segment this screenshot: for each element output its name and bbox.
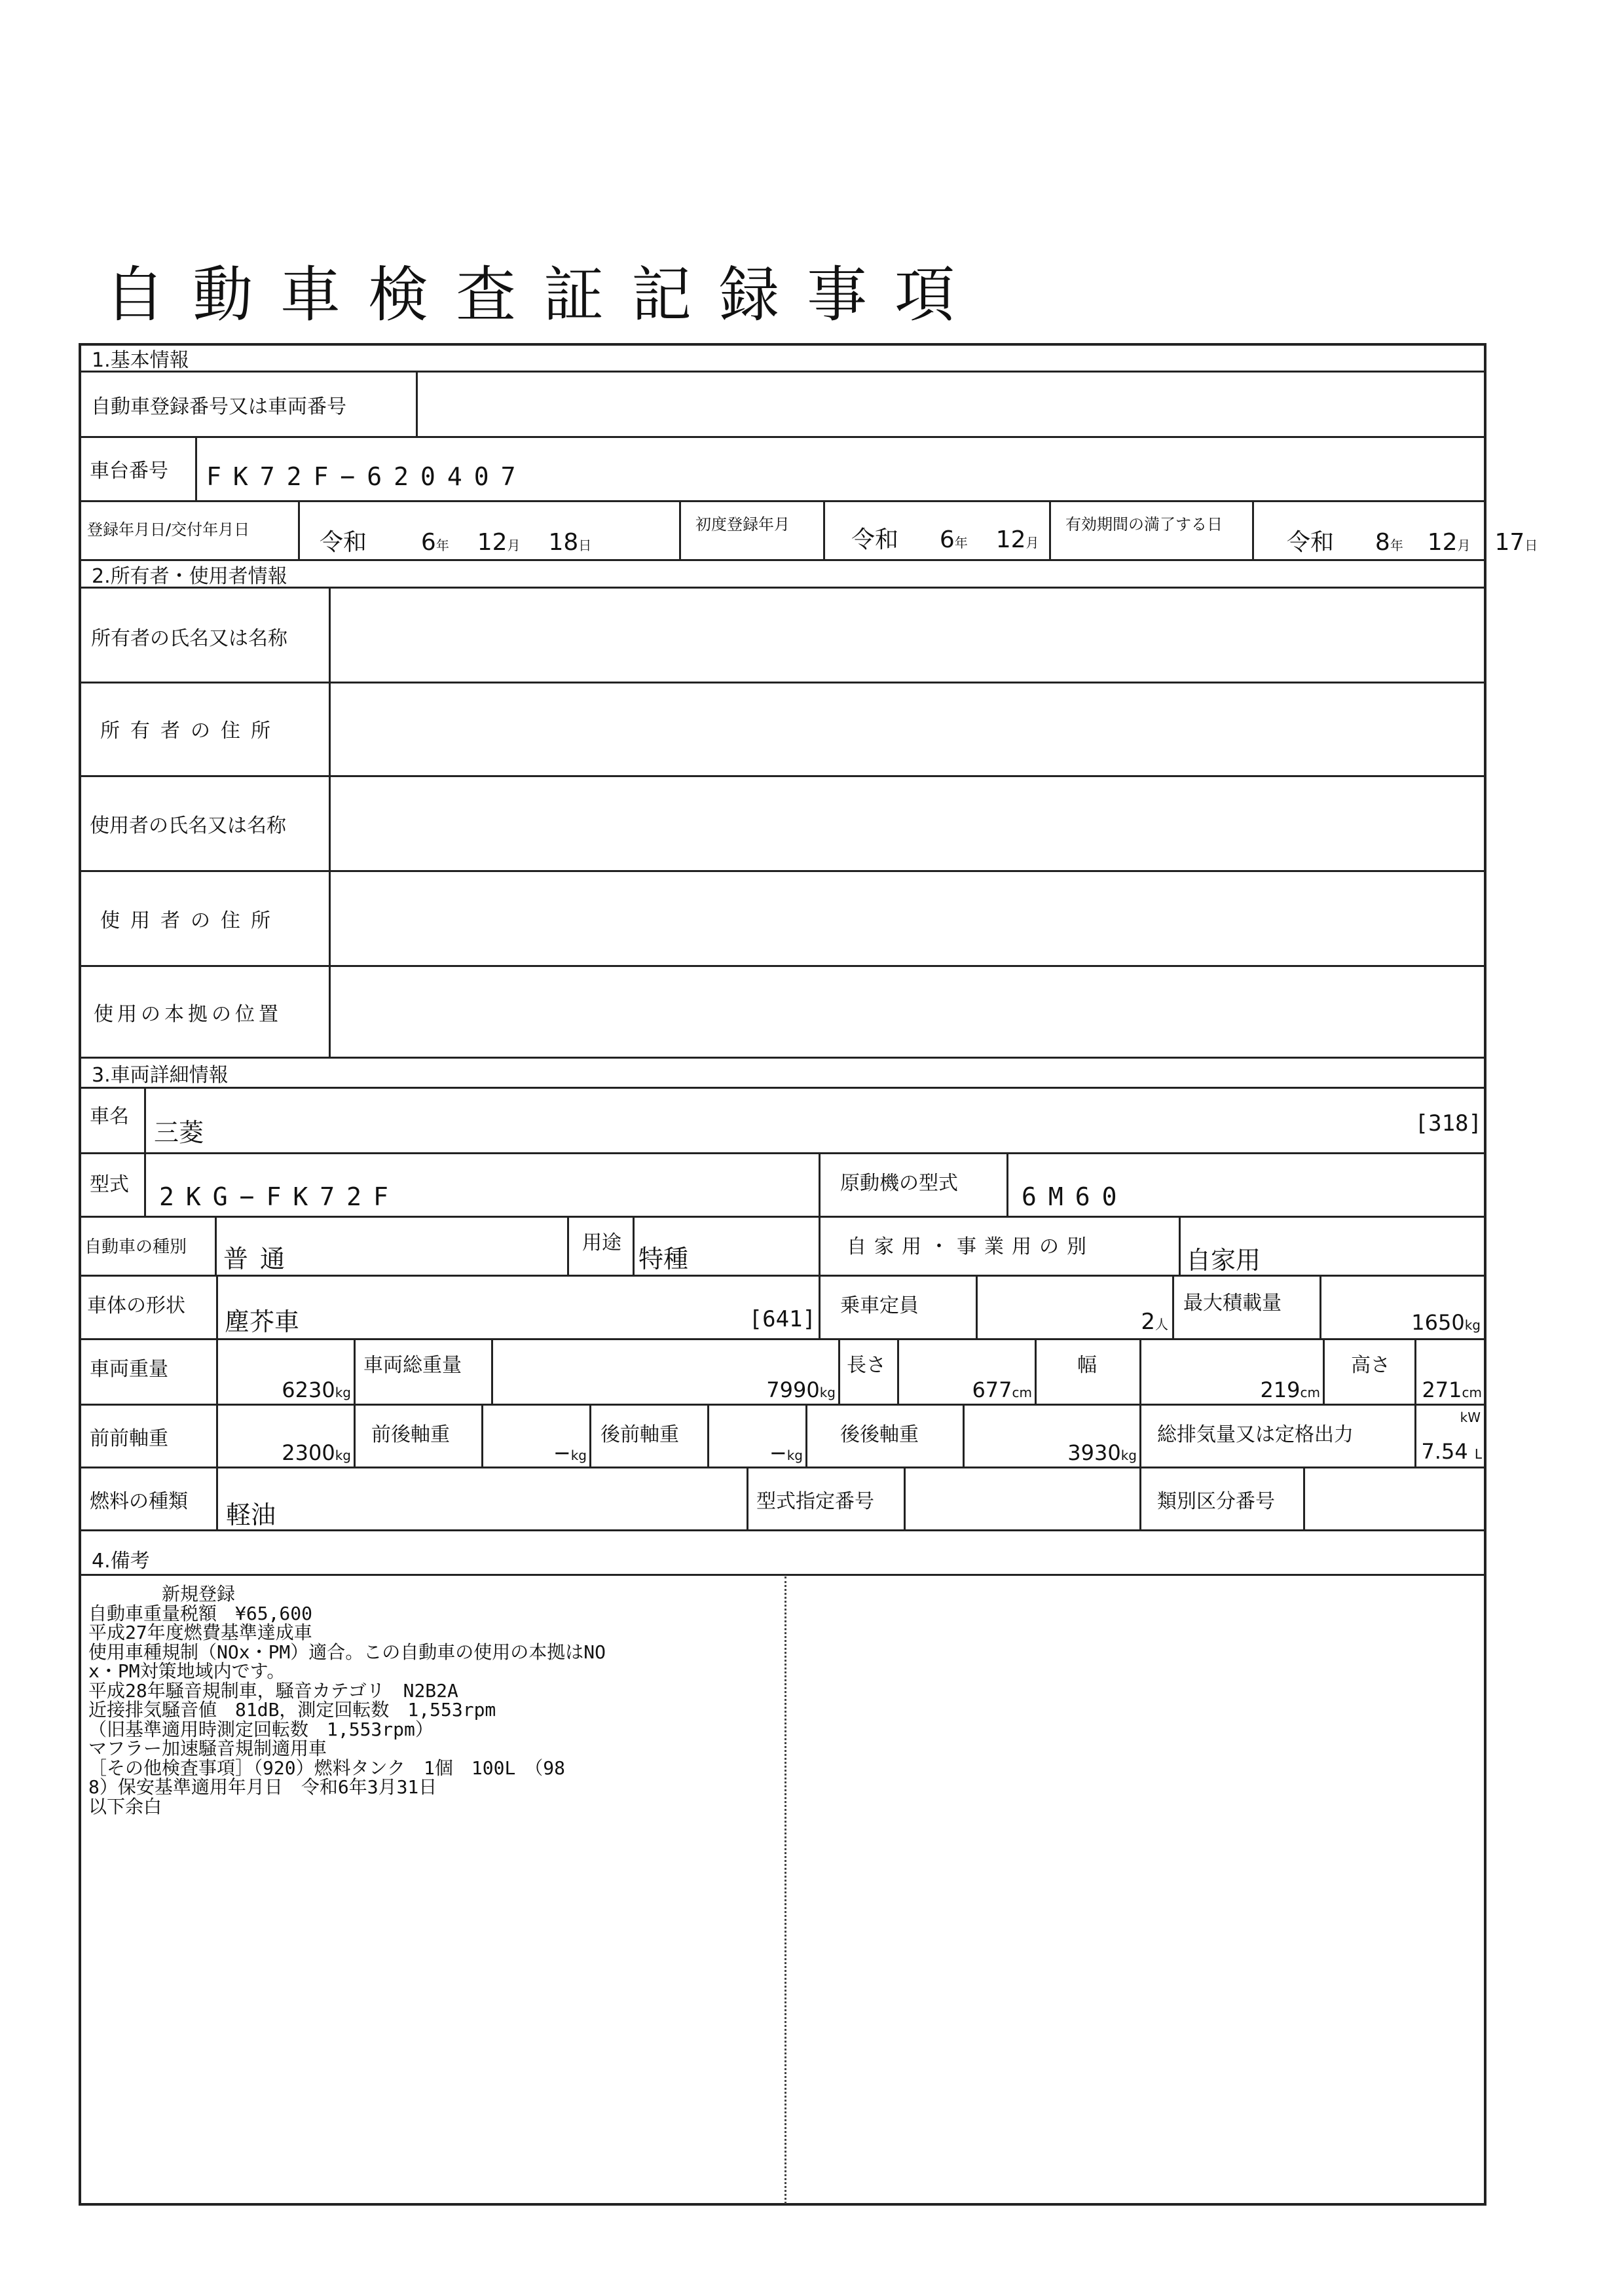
unit-day: 日 (1524, 538, 1538, 553)
ff-axle-value-cell (218, 1406, 356, 1467)
dates-row (79, 502, 1538, 561)
owner-name-row (79, 587, 1486, 683)
remarks-line: ［その他検査事項］（920）燃料タンク 1個 100L （98 (88, 1757, 566, 1779)
engine-value: 6M60 (1022, 1182, 1129, 1211)
rr-axle-value-cell (965, 1406, 1141, 1467)
purpose-value: 特種 (638, 1245, 689, 1273)
fr-axle-value-cell (483, 1406, 591, 1467)
vehicle-name-code: [318] (1414, 1110, 1482, 1137)
vehicle-name-value: 三菱 (154, 1118, 204, 1147)
base-location-label: 使用の本拠の位置 (94, 1003, 282, 1026)
expiry-era: 令和 (1287, 529, 1335, 556)
type-designation-value-cell (906, 1468, 1141, 1529)
reg-number-value-cell (418, 373, 1485, 436)
weight-value-cell (218, 1340, 356, 1404)
purpose-label: 用途 (582, 1231, 621, 1254)
length-label-cell (840, 1340, 899, 1404)
cm-unit: cm (1462, 1385, 1482, 1400)
body-value: 塵芥車 (225, 1307, 300, 1336)
use-type-value-cell (1181, 1218, 1485, 1275)
unit-month: 月 (1457, 538, 1471, 553)
first-reg-label-cell (681, 502, 825, 559)
displacement-value-cell (1416, 1406, 1485, 1467)
length-value (972, 1379, 1032, 1400)
owner-name-label: 所有者の氏名又は名称 (91, 627, 287, 650)
vehicle-name-label-cell (81, 1089, 146, 1152)
fuel-label: 燃料の種類 (90, 1490, 188, 1513)
category-label-cell (81, 1218, 217, 1275)
ff-axle-number: 2300 (282, 1440, 335, 1465)
length-value-cell (899, 1340, 1037, 1404)
base-location-label-cell (81, 967, 331, 1057)
use-type-label: 自家用・事業用の別 (847, 1235, 1094, 1258)
reg-number-label-cell (81, 373, 418, 436)
user-address-label: 使用者の住所 (100, 909, 281, 932)
base-location-value-cell (331, 967, 1485, 1057)
user-address-value-cell (331, 872, 1485, 965)
displacement-number: 7.54 (1421, 1439, 1468, 1464)
model-value: 2KG−FK72F (159, 1182, 400, 1211)
kw-unit: kW (1460, 1410, 1481, 1425)
height-value-cell (1416, 1340, 1485, 1404)
category-label: 自動車の種別 (84, 1237, 187, 1257)
kg-unit: kg (1464, 1317, 1481, 1333)
section-basic-heading: 1.基本情報 (92, 349, 189, 372)
rf-axle-label: 後前軸重 (600, 1423, 679, 1446)
capacity-value (1141, 1311, 1168, 1333)
remarks-line: 以下余白 (88, 1795, 162, 1817)
issue-month: 12 (477, 529, 507, 556)
vehicle-name-label: 車名 (90, 1105, 129, 1128)
expiry-month: 12 (1427, 529, 1458, 556)
owner-address-label: 所有者の住所 (100, 720, 281, 742)
class-label-cell (1141, 1468, 1305, 1529)
fuel-row (79, 1468, 1486, 1531)
user-name-label-cell (81, 777, 331, 870)
axle-row (79, 1406, 1486, 1468)
capacity-label: 乗車定員 (840, 1294, 919, 1317)
unit-month: 月 (507, 538, 521, 553)
issue-value-cell (300, 502, 681, 559)
reg-number-label: 自動車登録番号又は車両番号 (91, 395, 346, 418)
gross-value (766, 1379, 836, 1400)
engine-label: 原動機の型式 (840, 1172, 958, 1195)
issue-date-value (320, 531, 591, 555)
issue-day: 18 (548, 529, 579, 556)
issue-year: 6 (420, 529, 436, 556)
rf-axle-number: − (769, 1440, 787, 1465)
expiry-label: 有効期間の満了する日 (1065, 515, 1223, 534)
max-load-value-cell (1321, 1277, 1485, 1338)
remarks-line: 近接排気騒音値 81dB，測定回転数 1,553rpm (88, 1699, 496, 1721)
kg-unit: kg (819, 1385, 836, 1400)
fr-axle-label-cell (356, 1406, 483, 1467)
fuel-value: 軽油 (226, 1501, 276, 1529)
kg-unit: kg (786, 1448, 803, 1463)
fr-axle-value (553, 1442, 587, 1463)
rr-axle-value (1067, 1442, 1137, 1463)
body-label: 車体の形状 (87, 1294, 185, 1317)
first-reg-value-cell (825, 502, 1051, 559)
purpose-label-cell (569, 1218, 635, 1275)
expiry-value-cell (1254, 502, 1538, 559)
capacity-unit: 人 (1155, 1317, 1168, 1332)
dimensions-row (79, 1340, 1486, 1406)
length-label: 長さ (847, 1354, 886, 1377)
cm-unit: cm (1300, 1385, 1320, 1400)
purpose-value-cell (635, 1218, 821, 1275)
type-designation-label: 型式指定番号 (756, 1490, 874, 1513)
model-label-cell (81, 1154, 146, 1216)
user-address-row (79, 872, 1486, 967)
rf-axle-label-cell (591, 1406, 709, 1467)
issue-date-label: 登録年月日/交付年月日 (87, 520, 250, 539)
unit-day: 日 (578, 538, 592, 553)
owner-name-value-cell (331, 589, 1485, 682)
issue-label-cell (81, 502, 300, 559)
first-reg-value (851, 528, 1039, 552)
chassis-label-cell (81, 438, 197, 500)
first-reg-label: 初度登録年月 (695, 515, 790, 534)
model-value-cell (146, 1154, 821, 1216)
expiry-value (1287, 531, 1538, 555)
model-row (79, 1154, 1486, 1218)
weight-label: 車両重量 (90, 1358, 168, 1381)
section-owner-heading: 2.所有者・使用者情報 (92, 565, 287, 588)
issue-era: 令和 (320, 529, 367, 556)
expiry-day: 17 (1494, 529, 1525, 556)
body-value-cell (218, 1277, 821, 1338)
max-load-value (1411, 1312, 1481, 1333)
user-name-label: 使用者の氏名又は名称 (90, 814, 286, 837)
gross-label-cell (356, 1340, 493, 1404)
class-value-cell (1305, 1468, 1485, 1529)
engine-value-cell (1008, 1154, 1485, 1216)
vehicle-name-row (79, 1087, 1486, 1154)
remarks-line: 新規登録 (88, 1583, 236, 1605)
document-title: 自動車検査証記録事項 (105, 260, 983, 330)
fr-axle-label: 前後軸重 (371, 1423, 450, 1446)
weight-value (282, 1379, 351, 1400)
remarks-line: （旧基準適用時測定回転数 1,553rpm） (88, 1718, 434, 1740)
user-name-row (79, 777, 1486, 872)
width-label: 幅 (1077, 1354, 1097, 1377)
kg-unit: kg (1120, 1448, 1137, 1463)
remarks-line: マフラー加速騒音規制適用車 (88, 1738, 327, 1759)
weight-label-cell (81, 1340, 218, 1404)
body-code: [641] (748, 1306, 816, 1332)
capacity-number: 2 (1141, 1309, 1155, 1335)
rr-axle-label-cell (807, 1406, 965, 1467)
category-value-cell (217, 1218, 569, 1275)
remarks-line: 平成27年度燃費基準達成車 (88, 1622, 312, 1643)
displacement-value (1421, 1441, 1482, 1462)
height-number: 271 (1422, 1377, 1462, 1402)
kg-unit: kg (570, 1448, 587, 1463)
max-load-label: 最大積載量 (1183, 1292, 1282, 1315)
unit-year: 年 (435, 538, 449, 553)
rf-axle-value-cell (709, 1406, 807, 1467)
width-value (1260, 1379, 1320, 1400)
first-reg-year: 6 (939, 526, 955, 553)
remarks-text (88, 1584, 783, 1816)
max-load-label-cell (1174, 1277, 1321, 1338)
fuel-value-cell (218, 1468, 748, 1529)
ff-axle-value (282, 1442, 351, 1463)
remarks-line: 8）保安基準適用年月日 令和6年3月31日 (88, 1776, 437, 1798)
class-label: 類別区分番号 (1157, 1490, 1275, 1513)
width-label-cell (1037, 1340, 1141, 1404)
kg-unit: kg (335, 1385, 351, 1400)
unit-year: 年 (1390, 538, 1403, 553)
chassis-value: FK72F−620407 (206, 462, 528, 491)
use-type-label-cell (821, 1218, 1181, 1275)
capacity-value-cell (978, 1277, 1174, 1338)
expiry-label-cell (1051, 502, 1254, 559)
expiry-year: 8 (1375, 529, 1390, 556)
chassis-row (79, 438, 1486, 502)
owner-name-label-cell (81, 589, 331, 682)
chassis-value-cell (197, 438, 1485, 500)
capacity-label-cell (821, 1277, 978, 1338)
max-load-number: 1650 (1411, 1310, 1465, 1335)
category-value: 普通 (223, 1245, 297, 1273)
displacement-label: 総排気量又は定格出力 (1157, 1423, 1354, 1446)
user-address-label-cell (81, 872, 331, 965)
length-number: 677 (972, 1377, 1012, 1402)
width-number: 219 (1260, 1377, 1301, 1402)
model-label: 型式 (90, 1173, 129, 1196)
vehicle-name-value-cell (146, 1089, 1485, 1152)
gross-number: 7990 (766, 1377, 820, 1402)
owner-address-value-cell (331, 683, 1485, 775)
owner-address-label-cell (81, 683, 331, 775)
remarks-divider (784, 1576, 786, 2204)
fuel-label-cell (81, 1468, 218, 1529)
ff-axle-label-cell (81, 1406, 218, 1467)
first-reg-era: 令和 (851, 526, 899, 553)
rr-axle-number: 3930 (1067, 1440, 1121, 1465)
user-name-value-cell (331, 777, 1485, 870)
section-remarks-heading: 4.備考 (92, 1550, 150, 1573)
fr-axle-number: − (553, 1440, 571, 1465)
reg-number-row (79, 371, 1486, 438)
liter-unit: L (1474, 1446, 1482, 1462)
remarks-line: 平成28年騒音規制車，騒音カテゴリ N2B2A (88, 1679, 458, 1702)
cm-unit: cm (1012, 1385, 1032, 1400)
engine-label-cell (821, 1154, 1008, 1216)
rr-axle-label: 後後軸重 (840, 1423, 919, 1446)
rf-axle-value (769, 1442, 803, 1463)
gross-label: 車両総重量 (363, 1354, 462, 1377)
use-type-value: 自家用 (1186, 1246, 1261, 1275)
body-label-cell (81, 1277, 218, 1338)
width-value-cell (1141, 1340, 1325, 1404)
category-row (79, 1218, 1486, 1277)
kg-unit: kg (335, 1448, 351, 1463)
remarks-line: 使用車種規制（NOx・PM）適合。この自動車の使用の本拠はNO (88, 1641, 606, 1663)
first-reg-month: 12 (995, 526, 1026, 553)
base-location-row (79, 967, 1486, 1059)
owner-address-row (79, 683, 1486, 777)
ff-axle-label: 前前軸重 (90, 1427, 168, 1450)
section-vehicle-heading: 3.車両詳細情報 (92, 1064, 229, 1087)
height-label-cell (1325, 1340, 1416, 1404)
gross-value-cell (493, 1340, 840, 1404)
unit-month: 月 (1025, 535, 1039, 551)
type-designation-label-cell (748, 1468, 906, 1529)
remarks-line: 自動車重量税額 ¥65,600 (88, 1602, 313, 1624)
unit-year: 年 (954, 535, 968, 551)
displacement-label-cell (1141, 1406, 1416, 1467)
body-row (79, 1277, 1486, 1340)
remarks-line: x・PM対策地域内です。 (88, 1660, 286, 1682)
height-label: 高さ (1351, 1354, 1390, 1377)
height-value (1422, 1379, 1482, 1400)
weight-number: 6230 (282, 1377, 335, 1402)
chassis-label: 車台番号 (90, 460, 168, 483)
